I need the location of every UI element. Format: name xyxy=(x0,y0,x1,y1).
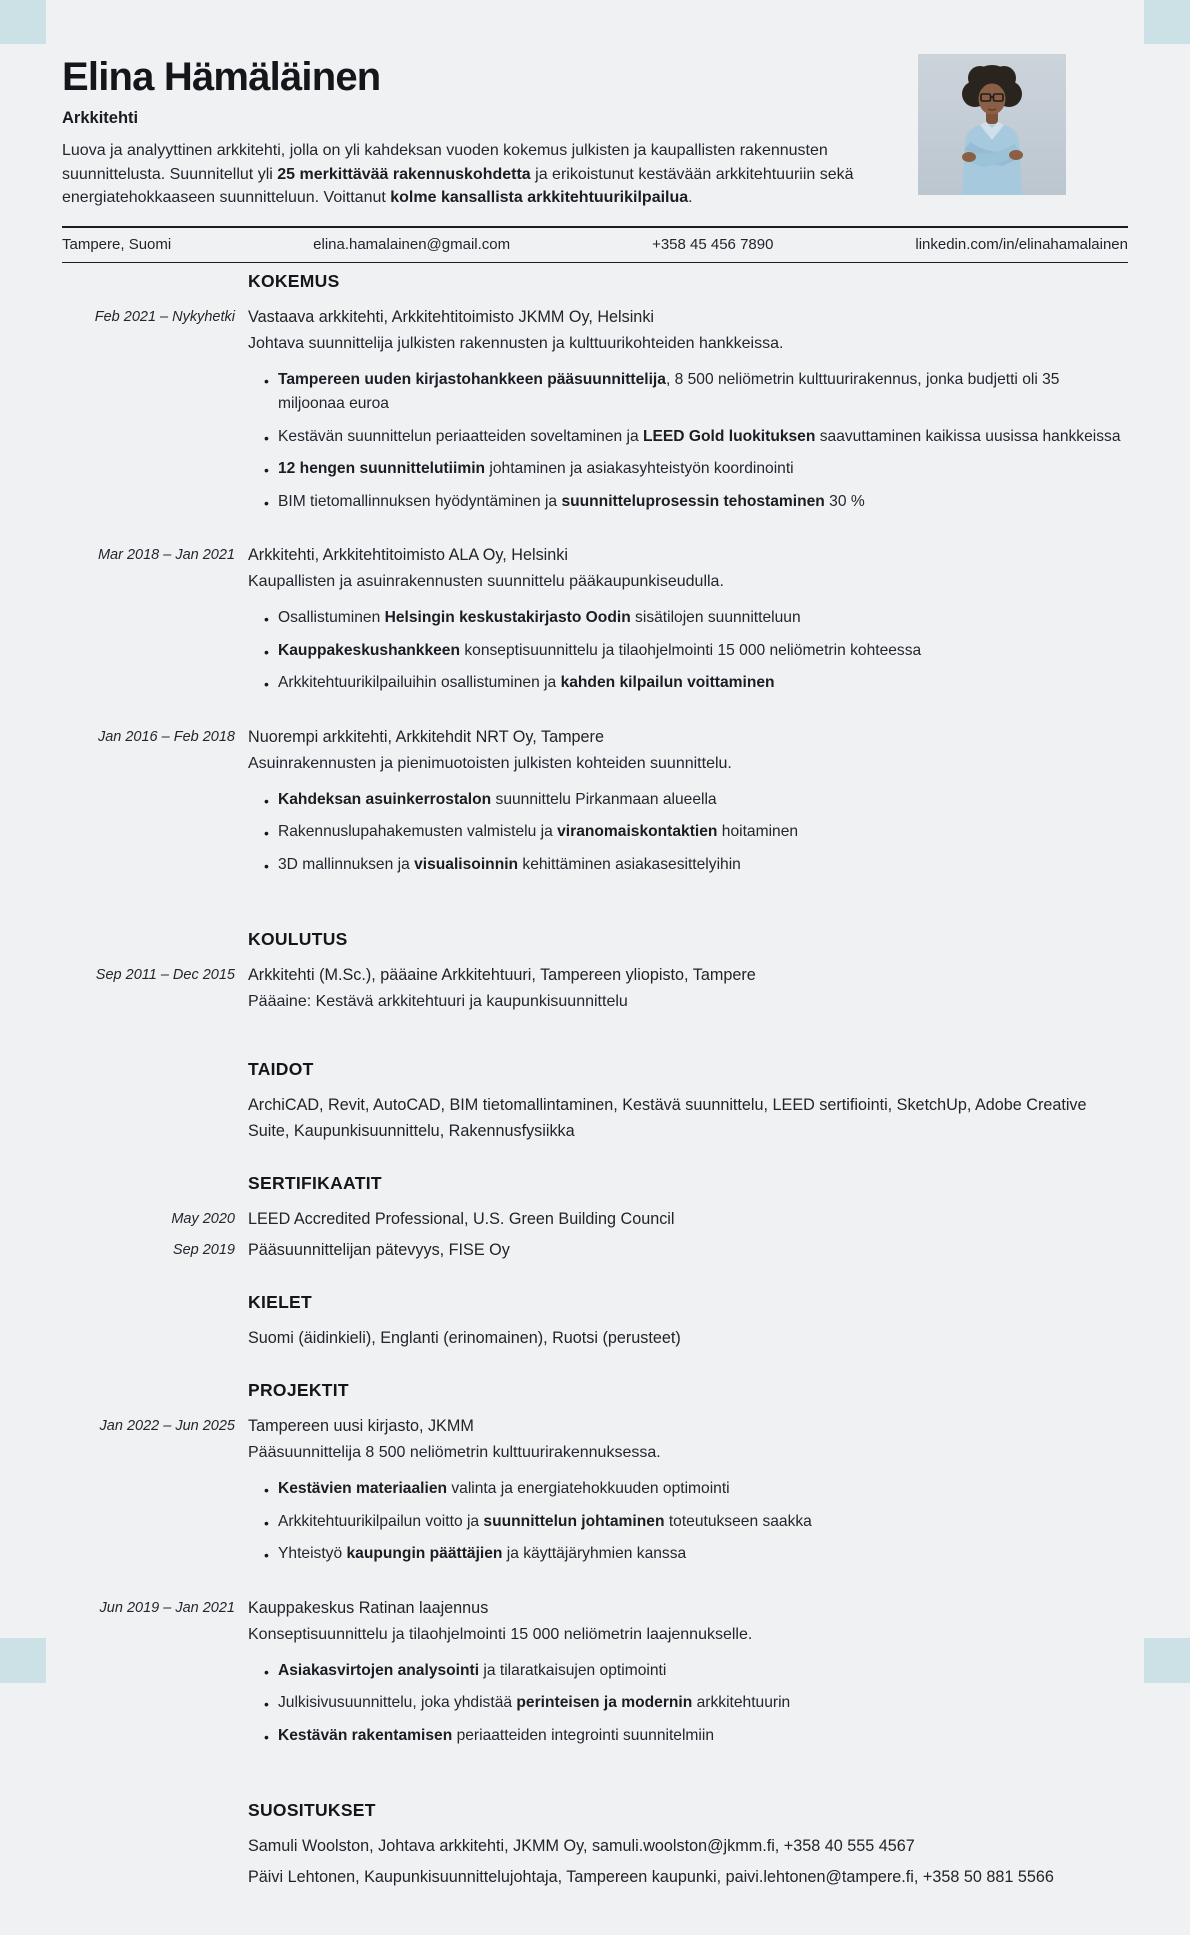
bullet-item xyxy=(278,853,1128,878)
section-heading-row xyxy=(62,1035,1128,1092)
entry-subtitle: Kaupallisten ja asuinrakennusten suunnittelu pääkaupunkiseudulla. xyxy=(248,569,1128,595)
entry-body xyxy=(248,1864,1128,1890)
entry-date: May 2020 xyxy=(62,1206,235,1232)
entry-title: ArchiCAD, Revit, AutoCAD, BIM tietomallintaminen, Kestävä suunnittelu, LEED sertifiointi, SketchUp, Adobe Creative Suite, Kaupunkisuunnittelu, Rakennusfysiikka xyxy=(248,1092,1128,1144)
section-suositukset xyxy=(62,1776,1128,1890)
entry-row xyxy=(62,1092,1128,1144)
bullet-list xyxy=(248,606,1128,696)
entry-date: Jun 2019 – Jan 2021 xyxy=(62,1595,235,1757)
date-column-spacer xyxy=(62,1149,235,1206)
entry-title: Kauppakeskus Ratinan laajennus xyxy=(248,1595,1128,1621)
entry-row xyxy=(62,1413,1128,1575)
bold-text: suunnitteluprosessin tehostaminen xyxy=(561,493,824,510)
plain-text: Yhteistyö xyxy=(278,1545,346,1562)
entry-row xyxy=(62,962,1128,1015)
plain-text: hoitaminen xyxy=(717,823,798,840)
bold-text: Helsingin keskustakirjasto Oodin xyxy=(385,609,631,626)
entry-row xyxy=(62,1237,1128,1263)
plain-text: BIM tietomallinnuksen hyödyntäminen ja xyxy=(278,493,561,510)
plain-text: saavuttaminen kaikissa uusissa hankkeissa xyxy=(815,428,1120,445)
entry-date: Jan 2016 – Feb 2018 xyxy=(62,724,235,886)
section-taidot xyxy=(62,1035,1128,1144)
bold-text: Kauppakeskushankkeen xyxy=(278,642,460,659)
bold-text: viranomaiskontaktien xyxy=(557,823,717,840)
profile-photo-illustration xyxy=(918,54,1066,195)
entry-body xyxy=(248,304,1128,523)
entry-row xyxy=(62,1206,1128,1232)
resume-header xyxy=(62,0,1128,210)
entry-body xyxy=(248,962,1128,1015)
entry-date xyxy=(62,1092,235,1144)
plain-text: johtaminen ja asiakasyhteistyön koordinointi xyxy=(485,460,794,477)
entry-title: Nuorempi arkkitehti, Arkkitehdit NRT Oy, Tampere xyxy=(248,724,1128,750)
plain-text: Julkisivusuunnittelu, joka yhdistää xyxy=(278,1694,516,1711)
section-heading: KOKEMUS xyxy=(248,271,1128,292)
entry-row xyxy=(62,1833,1128,1859)
section-heading: SERTIFIKAATIT xyxy=(248,1173,1128,1194)
bullet-item xyxy=(278,1542,1128,1567)
contact-bar xyxy=(62,226,1128,263)
bold-text: Kestävän rakentamisen xyxy=(278,1727,452,1744)
entry-title: Arkkitehti (M.Sc.), pääaine Arkkitehtuuri, Tampereen yliopisto, Tampere xyxy=(248,962,1128,988)
plain-text: sisätilojen suunnitteluun xyxy=(631,609,801,626)
bullet-item xyxy=(278,1510,1128,1535)
bullet-item xyxy=(278,1477,1128,1502)
entry-title: Tampereen uusi kirjasto, JKMM xyxy=(248,1413,1128,1439)
bullet-list xyxy=(248,1659,1128,1749)
section-kokemus xyxy=(62,263,1128,886)
entry-body xyxy=(248,1325,1128,1351)
section-heading-row xyxy=(62,263,1128,304)
entry-subtitle: Asuinrakennusten ja pienimuotoisten julkisten kohteiden suunnittelu. xyxy=(248,751,1128,777)
entry-date: Mar 2018 – Jan 2021 xyxy=(62,542,235,704)
entry-body xyxy=(248,1413,1128,1575)
section-heading: SUOSITUKSET xyxy=(248,1800,1128,1821)
bullet-item xyxy=(278,671,1128,696)
section-heading-row xyxy=(62,905,1128,962)
plain-text: valinta ja energiatehokkuuden optimointi xyxy=(447,1480,730,1497)
contact-linkedin[interactable]: linkedin.com/in/elinahamalainen xyxy=(915,236,1128,253)
entry-row xyxy=(62,304,1128,523)
section-koulutus xyxy=(62,905,1128,1015)
entry-title: Arkkitehti, Arkkitehtitoimisto ALA Oy, Helsinki xyxy=(248,542,1128,568)
bullet-item xyxy=(278,457,1128,482)
entry-body xyxy=(248,1595,1128,1757)
profile-photo xyxy=(918,54,1066,195)
entry-date: Feb 2021 – Nykyhetki xyxy=(62,304,235,523)
entry-row xyxy=(62,1325,1128,1351)
plain-text: arkkitehtuurin xyxy=(692,1694,790,1711)
entry-body xyxy=(248,1237,1128,1263)
entry-row xyxy=(62,542,1128,704)
bold-text: 25 merkittävää rakennuskohdetta xyxy=(277,166,530,183)
entry-date xyxy=(62,1833,235,1859)
section-projektit xyxy=(62,1356,1128,1756)
bullet-list xyxy=(248,1477,1128,1567)
section-heading-row xyxy=(62,1356,1128,1413)
date-column-spacer xyxy=(62,1268,235,1325)
entry-body xyxy=(248,542,1128,704)
entry-title: Pääsuunnittelijan pätevyys, FISE Oy xyxy=(248,1237,1128,1263)
entry-subtitle: Pääsuunnittelija 8 500 neliömetrin kulttuurirakennuksessa. xyxy=(248,1440,1128,1466)
entry-title: LEED Accredited Professional, U.S. Green Building Council xyxy=(248,1206,1128,1232)
plain-text: Kestävän suunnittelun periaatteiden soveltaminen ja xyxy=(278,428,643,445)
entry-date: Jan 2022 – Jun 2025 xyxy=(62,1413,235,1575)
entry-body xyxy=(248,1092,1128,1144)
entry-row xyxy=(62,1595,1128,1757)
bullet-item xyxy=(278,368,1128,417)
bullet-item xyxy=(278,1659,1128,1684)
plain-text: ja tilaratkaisujen optimointi xyxy=(479,1662,666,1679)
bullet-item xyxy=(278,606,1128,631)
bold-text: visualisoinnin xyxy=(414,856,518,873)
bold-text: perinteisen ja modernin xyxy=(516,1694,692,1711)
plain-text: suunnittelu Pirkanmaan alueella xyxy=(491,791,716,808)
plain-text: Arkkitehtuurikilpailuihin osallistuminen ja xyxy=(278,674,561,691)
section-kielet xyxy=(62,1268,1128,1351)
plain-text: Rakennuslupahakemusten valmistelu ja xyxy=(278,823,557,840)
plain-text: , 8 500 neliömetrin kulttuurirakennus, jonka budjetti oli 35 miljoonaa euroa xyxy=(278,371,1059,413)
plain-text: 3D mallinnuksen ja xyxy=(278,856,414,873)
section-heading: PROJEKTIT xyxy=(248,1380,1128,1401)
bold-text: Kahdeksan asuinkerrostalon xyxy=(278,791,491,808)
bullet-item xyxy=(278,788,1128,813)
plain-text: kehittäminen asiakasesittelyihin xyxy=(518,856,741,873)
entry-row xyxy=(62,1864,1128,1890)
bullet-item xyxy=(278,490,1128,515)
bullet-item xyxy=(278,1691,1128,1716)
plain-text: ja erikoistunut kestävään arkkitehtuuriin sekä energiatehokkaaseen suunnitteluun. Voittanut xyxy=(62,166,854,207)
bold-text: kahden kilpailun voittaminen xyxy=(561,674,775,691)
date-column-spacer xyxy=(62,905,235,962)
bold-text: Tampereen uuden kirjastohankkeen pääsuunnittelija xyxy=(278,371,666,388)
contact-email[interactable]: elina.hamalainen@gmail.com xyxy=(313,236,510,253)
entry-title: Vastaava arkkitehti, Arkkitehtitoimisto JKMM Oy, Helsinki xyxy=(248,304,1128,330)
section-heading-row xyxy=(62,1149,1128,1206)
contact-phone: +358 45 456 7890 xyxy=(652,236,773,253)
section-heading-row xyxy=(62,1268,1128,1325)
section-heading-row xyxy=(62,1776,1128,1833)
plain-text: ja käyttäjäryhmien kanssa xyxy=(502,1545,686,1562)
section-heading: KOULUTUS xyxy=(248,929,1128,950)
bold-text: kolme kansallista arkkitehtuurikilpailua xyxy=(390,189,688,206)
plain-text: toteutukseen saakka xyxy=(664,1513,811,1530)
contact-location: Tampere, Suomi xyxy=(62,236,171,253)
plain-text: konseptisuunnittelu ja tilaohjelmointi 15 000 neliömetrin kohteessa xyxy=(460,642,921,659)
entry-date xyxy=(62,1864,235,1890)
bold-text: 12 hengen suunnittelutiimin xyxy=(278,460,485,477)
date-column-spacer xyxy=(62,263,235,304)
entry-date xyxy=(62,1325,235,1351)
entry-body xyxy=(248,1206,1128,1232)
entry-date: Sep 2019 xyxy=(62,1237,235,1263)
entry-title: Päivi Lehtonen, Kaupunkisuunnittelujohtaja, Tampereen kaupunki, paivi.lehtonen@tampere.fi, +358 50 881 5566 xyxy=(248,1864,1128,1890)
section-heading: TAIDOT xyxy=(248,1059,1128,1080)
entry-subtitle: Pääaine: Kestävä arkkitehtuuri ja kaupunkisuunnittelu xyxy=(248,989,1128,1015)
bold-text: Kestävien materiaalien xyxy=(278,1480,447,1497)
plain-text: . xyxy=(688,189,692,206)
entry-date: Sep 2011 – Dec 2015 xyxy=(62,962,235,1015)
resume-sections xyxy=(62,263,1128,1935)
entry-row xyxy=(62,724,1128,886)
bold-text: Asiakasvirtojen analysointi xyxy=(278,1662,479,1679)
entry-body xyxy=(248,1833,1128,1859)
section-sertifikaatit xyxy=(62,1149,1128,1263)
entry-subtitle: Konseptisuunnittelu ja tilaohjelmointi 15 000 neliömetrin laajennukselle. xyxy=(248,1622,1128,1648)
bullet-item xyxy=(278,820,1128,845)
entry-body xyxy=(248,724,1128,886)
date-column-spacer xyxy=(62,1356,235,1413)
bold-text: LEED Gold luokituksen xyxy=(643,428,815,445)
date-column-spacer xyxy=(62,1035,235,1092)
plain-text: periaatteiden integrointi suunnitelmiin xyxy=(452,1727,714,1744)
plain-text: 30 % xyxy=(825,493,865,510)
date-column-spacer xyxy=(62,1776,235,1833)
entry-subtitle: Johtava suunnittelija julkisten rakennusten ja kulttuurikohteiden hankkeissa. xyxy=(248,331,1128,357)
plain-text: Arkkitehtuurikilpailun voitto ja xyxy=(278,1513,483,1530)
entry-title: Samuli Woolston, Johtava arkkitehti, JKMM Oy, samuli.woolston@jkmm.fi, +358 40 555 4567 xyxy=(248,1833,1128,1859)
summary-paragraph xyxy=(62,139,912,210)
section-heading: KIELET xyxy=(248,1292,1128,1313)
bullet-list xyxy=(248,788,1128,878)
bullet-item xyxy=(278,425,1128,450)
bold-text: kaupungin päättäjien xyxy=(346,1545,502,1562)
person-name: Elina Hämäläinen xyxy=(62,56,1128,98)
person-job-title: Arkkitehti xyxy=(62,109,1128,128)
plain-text: Luova ja analyyttinen arkkitehti, jolla on yli kahdeksan vuoden kokemus julkisten ja kaupallisten rakennusten suunnittelusta. Suunnitellut yli xyxy=(62,142,828,183)
bold-text: suunnittelun johtaminen xyxy=(483,1513,664,1530)
bullet-item xyxy=(278,1724,1128,1749)
plain-text: Osallistuminen xyxy=(278,609,385,626)
bullet-item xyxy=(278,639,1128,664)
entry-title: Suomi (äidinkieli), Englanti (erinomainen), Ruotsi (perusteet) xyxy=(248,1325,1128,1351)
bullet-list xyxy=(248,368,1128,515)
